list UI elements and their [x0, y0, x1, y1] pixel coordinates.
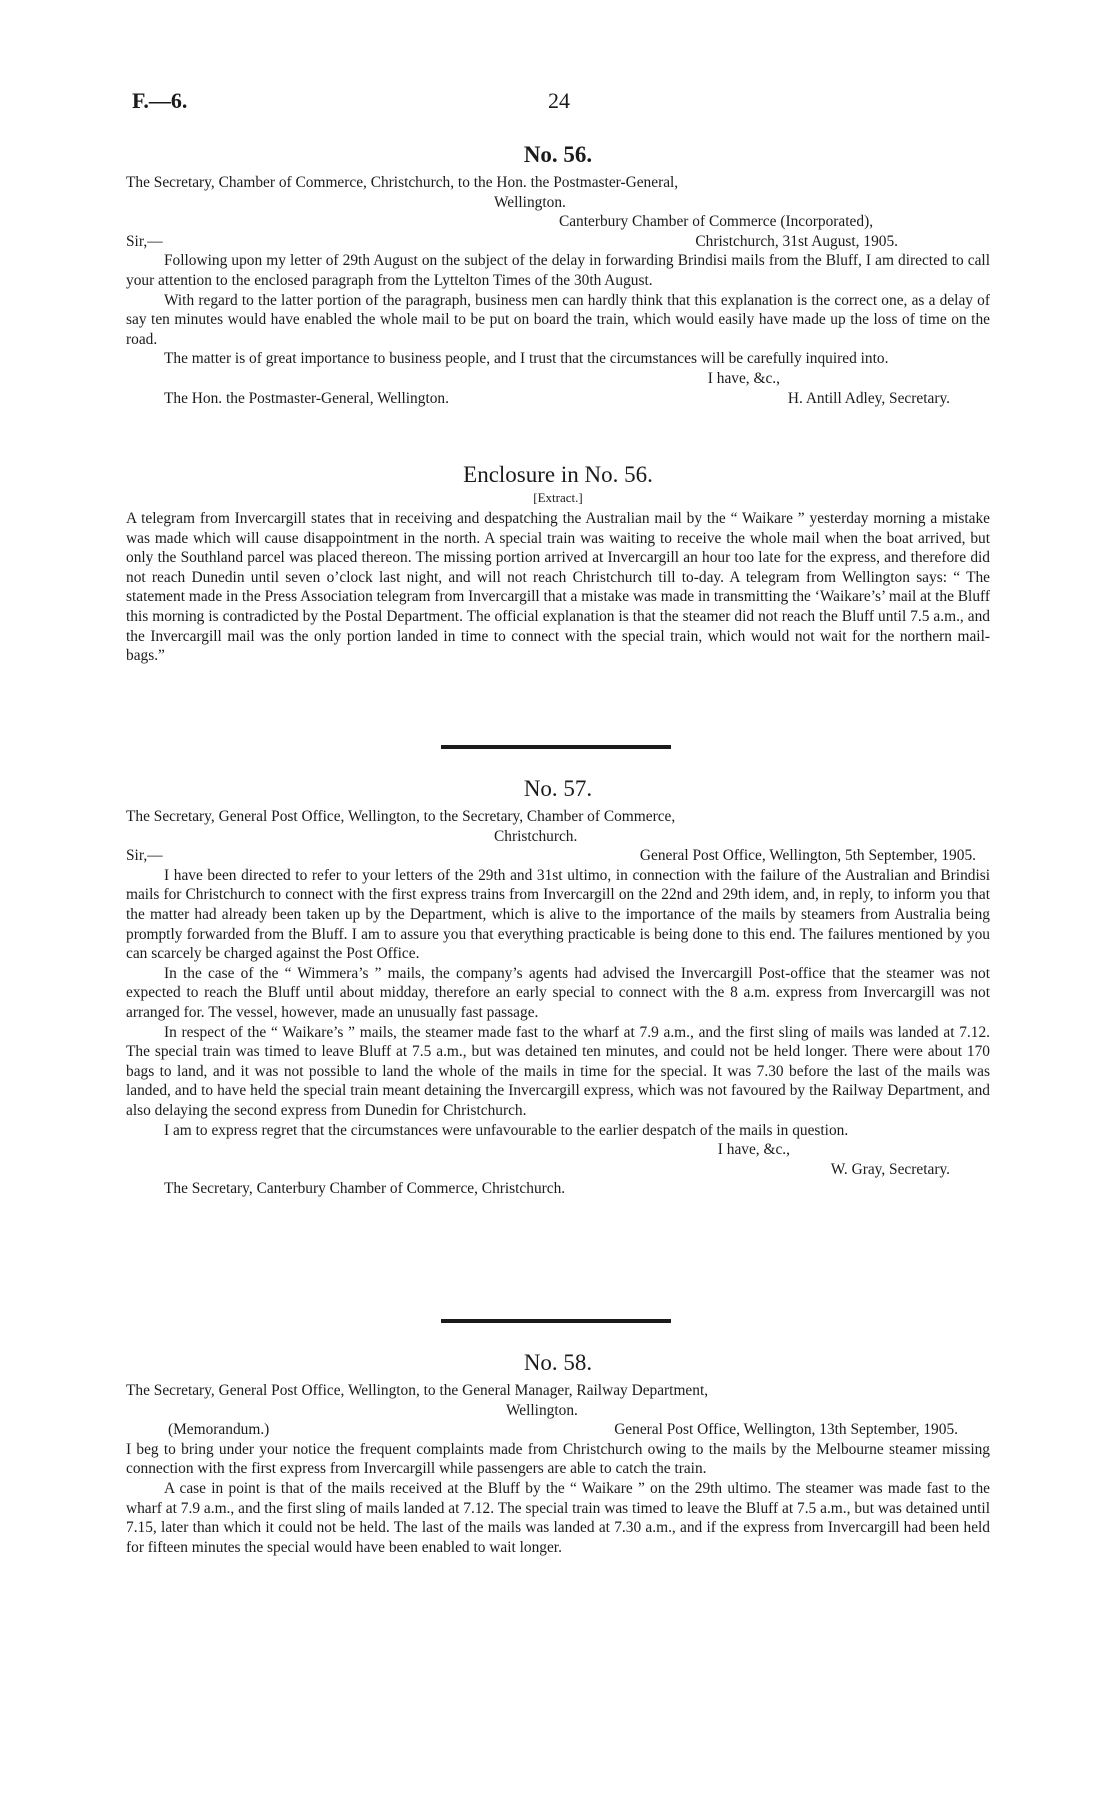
paragraph: With regard to the latter portion of the paragraph, business men can hardly think that this explanation is the correct one, as a delay of say ten minutes would have enabled the whole mail to be put on board the train, which would easily have made up the loss of time on the road. [126, 291, 990, 348]
letter-addressing: The Secretary, General Post Office, Wellington, to the General Manager, Railway Department, [126, 1382, 709, 1399]
closing: I have, &c., [707, 369, 780, 387]
letter-no-58 [126, 1349, 990, 1557]
letter-number: No. 58. [523, 1350, 593, 1375]
memorandum-label: (Memorandum.) [168, 1421, 270, 1439]
letter-addressing: The Secretary, Chamber of Commerce, Christchurch, to the Hon. the Postmaster-General, [126, 174, 679, 191]
letter-no-57 [126, 775, 990, 1199]
signature: H. Antill Adley, Secretary. [787, 389, 950, 407]
paragraph: In the case of the “ Wimmera’s ” mails, the company’s agents had advised the Invercargill Post-office that the steamer was not expected to reach the Bluff until about midday, therefore an early special to connect with the 8 a.m. express from Invercargill was not arranged for. The vessel, however, made an unusually fast passage. [126, 964, 990, 1021]
section-divider [441, 1319, 671, 1323]
closing: I have, &c., [717, 1141, 790, 1159]
place-date: General Post Office, Wellington, 5th September, 1905. [639, 847, 976, 865]
paragraph: I am to express regret that the circumstances were unfavourable to the earlier despatch of the mails in question. [164, 1121, 849, 1139]
salutation-row [126, 232, 990, 252]
section-divider [441, 745, 671, 749]
paragraph: Following upon my letter of 29th August on the subject of the delay in forwarding Brindisi mails from the Bluff, I am directed to call your attention to the enclosed paragraph from the Lyttelton Times of the 30th August. [126, 252, 990, 289]
letter-addressing-continued: Wellington. [506, 1401, 578, 1419]
signature: W. Gray, Secretary. [830, 1160, 950, 1178]
paragraph: In respect of the “ Waikare’s ” mails, the steamer made fast to the wharf at 7.9 a.m., and the first sling of mails was landed at 7.12. The special train was timed to leave Bluff at 7.5 a.m., but was detained ten minutes, and could not be held longer. There were about 170 bags to land, and it was not possible to land the whole of the mails in time for the special. It was 7.30 before the last of the mails was landed, and to have held the special train meant detaining the Invercargill express, which was not favoured by the Railway Department, and also delaying the second express from Dunedin for Christchurch. [126, 1023, 990, 1119]
signature-row [126, 389, 990, 409]
letter-addressing: The Secretary, General Post Office, Wellington, to the Secretary, Chamber of Commerce, [126, 808, 676, 825]
salutation: Sir,— [126, 847, 163, 865]
letter-number: No. 57. [523, 776, 593, 801]
paragraph: The matter is of great importance to business people, and I trust that the circumstances will be carefully inquired into. [164, 350, 889, 368]
paragraph: I beg to bring under your notice the frequent complaints made from Christchurch owing to the mails by the Melbourne steamer missing connection with the first express from Invercargill while passengers are able to catch the train. [126, 1440, 990, 1478]
letter-number: No. 56. [523, 142, 593, 167]
paragraph: I have been directed to refer to your letters of the 29th and 31st ultimo, in connection with the failure of the Australian and Brindisi mails for Christchurch to connect with the first express trains from Invercargill on the 22nd and 29th idem, and, in reply, to inform you that the matter had already been taken up by the Department, which is alive to the importance of the mails by steamers from Australia being promptly forwarded from the Bluff. I am to assure you that everything practicable is being done to this end. The failures mentioned by you can scarcely be charged against the Post Office. [126, 866, 990, 963]
enclosure-no-56 [126, 461, 990, 666]
memo-row [126, 1420, 990, 1440]
salutation-row [126, 846, 990, 866]
extract-label: [Extract.] [533, 490, 583, 505]
page-number: 24 [548, 88, 570, 113]
enclosure-title: Enclosure in No. 56. [463, 462, 653, 487]
letter-addressing-continued: Wellington. [494, 193, 566, 211]
paragraph: A case in point is that of the mails received at the Bluff by the “ Waikare ” on the 29th ultimo. The steamer was made fast to the wharf at 7.9 a.m., and the first sling of mails landed at 7.12. The special train was timed to leave the Bluff at 7.5 a.m., but was detained until 7.15, later than which it could not be held. The last of the mails was landed at 7.30 a.m., and if the express from Invercargill had been held for fifteen minutes the special would have been enabled to wait longer. [126, 1479, 990, 1556]
letter-addressing-continued: Christchurch. [494, 827, 578, 845]
enclosure-text: A telegram from Invercargill states that in receiving and despatching the Australian mail by the “ Waikare ” yesterday morning a mistake was made which will cause disappointment in the north. A special train was waiting to receive the whole mail when the boat arrived, but only the Southland parcel was placed thereon. The missing portion arrived at Invercargill an hour too late for the express, and therefore did not reach Dunedin until seven o’clock last night, and will not reach Christchurch till to-day. A telegram from Wellington says: “ The statement made in the Press Association telegram from Invercargill that a mistake was made in transmitting the ‘Waikare’s’ mail at the Bluff this morning is contradicted by the Postal Department. The official explanation is that the steamer did not reach the Bluff until 7.5 a.m., and the Invercargill mail was the only portion landed in time to connect with the special train, which would not wait for the northern mail-bags.” [126, 510, 990, 665]
document-reference: F.—6. [132, 88, 188, 113]
place-date: General Post Office, Wellington, 13th September, 1905. [614, 1421, 958, 1439]
addressee: The Secretary, Canterbury Chamber of Commerce, Christchurch. [164, 1180, 566, 1198]
salutation: Sir,— [126, 232, 163, 250]
place-date: Christchurch, 31st August, 1905. [695, 232, 898, 250]
letter-no-56 [126, 141, 990, 408]
organisation-line: Canterbury Chamber of Commerce (Incorporated), [558, 213, 874, 231]
addressee: The Hon. the Postmaster-General, Wellington. [164, 389, 449, 407]
